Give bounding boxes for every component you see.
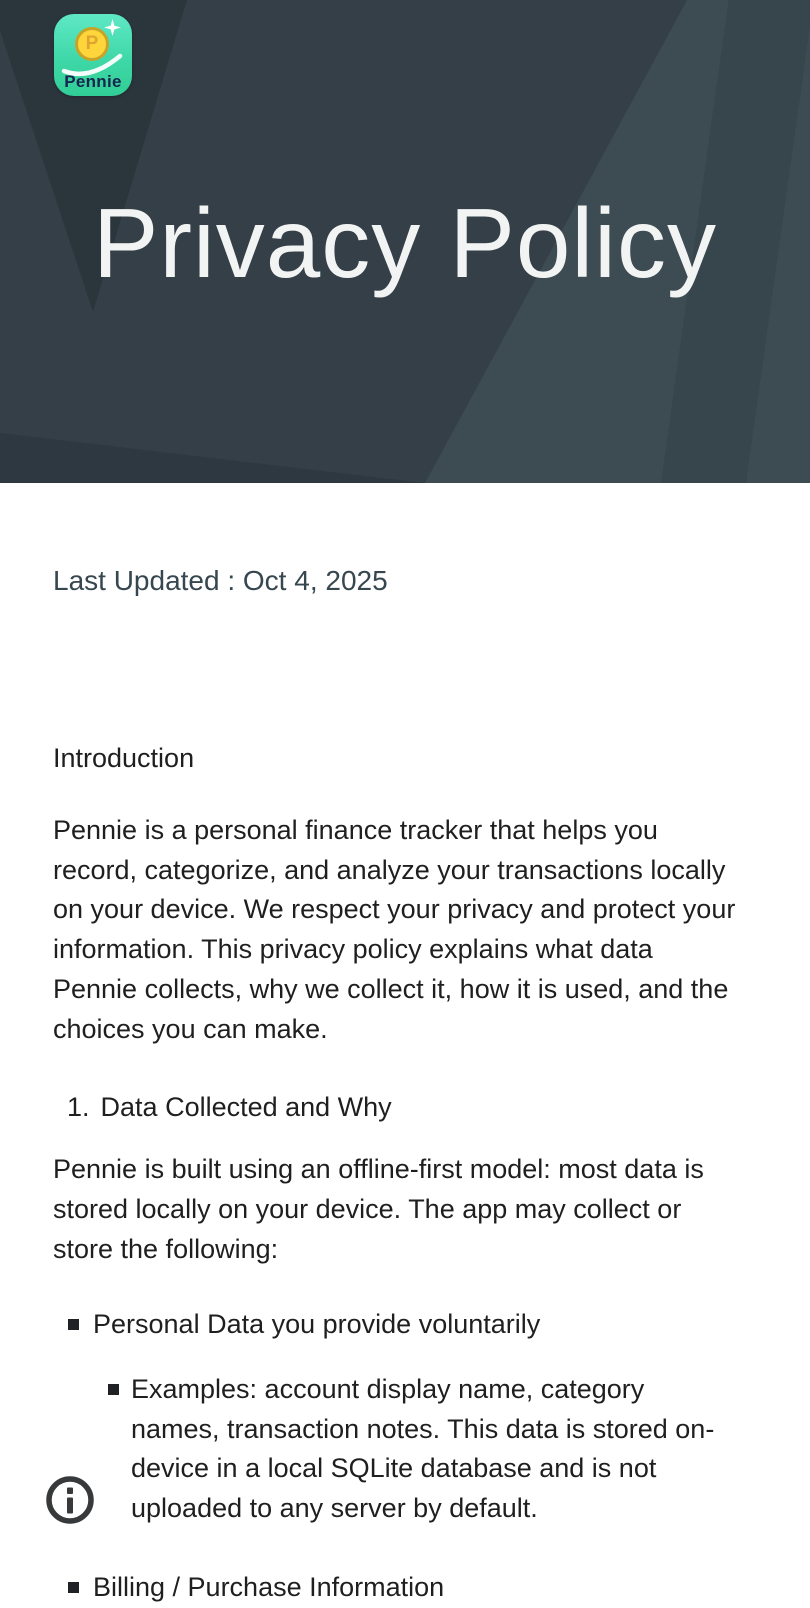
- sparkle-icon: [104, 19, 121, 36]
- section1-paragraph: Pennie is built using an offline-first model: most data is stored locally on your device. The app may collect or store the following:: [53, 1154, 704, 1264]
- coin-letter: P: [85, 33, 99, 54]
- info-icon: [45, 1475, 95, 1525]
- last-updated: Last Updated : Oct 4, 2025: [53, 565, 388, 596]
- bullet-item-personal-data: [68, 1305, 737, 1345]
- section1-heading: [67, 1087, 737, 1127]
- logo-app-name: Pennie: [64, 72, 122, 91]
- square-bullet-icon: [108, 1384, 119, 1395]
- square-bullet-icon: [68, 1582, 79, 1593]
- bullet-item-billing: [68, 1568, 737, 1608]
- square-bullet-icon: [68, 1319, 79, 1330]
- section1-heading-label: Data Collected and Why: [100, 1092, 392, 1123]
- sub-bullet-item-examples: [108, 1370, 737, 1529]
- intro-paragraph: Pennie is a personal finance tracker that helps you record, categorize, and analyze your transactions locally on your device. We respect your privacy and protect your information. This privacy policy explains what data Pennie collects, why we collect it, how it is used, and the choices you can make.: [53, 815, 736, 1044]
- banner: [0, 0, 810, 483]
- policy-content: [0, 561, 810, 1608]
- intro-heading: Introduction: [53, 743, 195, 773]
- info-button[interactable]: [45, 1475, 95, 1525]
- section1-number: 1.: [67, 1092, 90, 1123]
- page-title: Privacy Policy: [93, 188, 717, 298]
- app-logo: [54, 14, 132, 96]
- bullet-label: Billing / Purchase Information: [93, 1571, 445, 1602]
- sub-bullet-label: Examples: account display name, category names, transaction notes. This data is stored on-device in a local SQLite database and is not uploaded to any server by default.: [131, 1374, 715, 1524]
- bullet-label: Personal Data you provide voluntarily: [93, 1309, 541, 1340]
